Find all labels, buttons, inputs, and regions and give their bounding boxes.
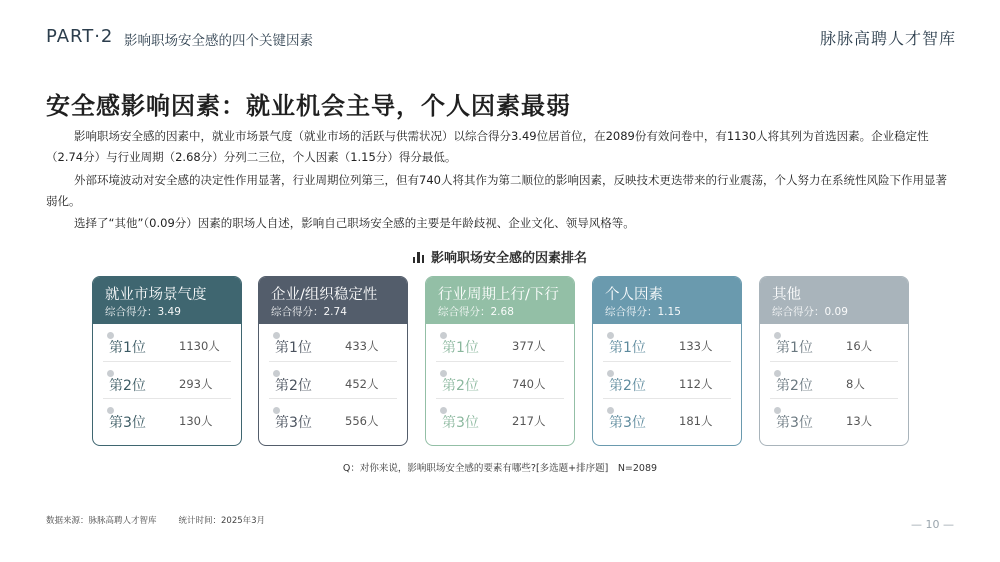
date-text: 统计时间：2025年3月 xyxy=(178,516,266,526)
rank-row xyxy=(603,399,731,437)
factor-card-header xyxy=(426,277,574,324)
factor-card xyxy=(258,276,408,446)
rank-label: 第1位 xyxy=(776,340,813,356)
rank-count: 130人 xyxy=(179,414,213,428)
paragraph-3: 选择了“其他”（0.09分）因素的职场人自述，影响自己职场安全感的主要是年龄歧视、企业文化、领导风格等。 xyxy=(74,216,635,230)
page-title: 安全感影响因素：就业机会主导，个人因素最弱 xyxy=(46,92,571,120)
part-label: PART·2 xyxy=(46,26,114,47)
factor-card xyxy=(425,276,575,446)
chart-title xyxy=(0,247,1000,266)
rank-row xyxy=(103,324,231,362)
factor-name: 其他 xyxy=(772,287,801,303)
brand-name: 脉脉高聘人才智库 xyxy=(819,29,956,48)
rank-row xyxy=(436,362,564,400)
source-text: 数据来源：脉脉高聘人才智库 xyxy=(46,516,157,526)
rank-rows xyxy=(93,324,241,437)
factor-score: 综合得分：2.68 xyxy=(438,306,514,318)
rank-label: 第1位 xyxy=(109,340,146,356)
rank-count: 181人 xyxy=(679,414,713,428)
page-number: — 10 — xyxy=(911,518,954,531)
rank-label: 第3位 xyxy=(442,415,479,431)
data-source xyxy=(46,514,265,526)
rank-rows xyxy=(259,324,407,437)
rank-label: 第2位 xyxy=(275,377,312,394)
chart-title-text: 影响职场安全感的因素排名 xyxy=(430,251,587,266)
rank-count: 433人 xyxy=(345,339,379,353)
factor-name: 行业周期上行/下行 xyxy=(438,287,559,303)
factor-name: 就业市场景气度 xyxy=(105,287,207,303)
bar-chart-icon xyxy=(413,252,425,263)
rank-label: 第1位 xyxy=(609,340,646,356)
rank-label: 第2位 xyxy=(609,377,646,394)
factor-card xyxy=(759,276,909,446)
rank-label: 第1位 xyxy=(442,340,479,356)
chart-footnote: Q：对你来说，影响职场安全感的要素有哪些?[多选题+排序题] N=2089 xyxy=(342,463,658,474)
rank-label: 第3位 xyxy=(275,415,312,431)
factor-card-header xyxy=(93,277,241,324)
rank-row xyxy=(269,399,397,437)
factor-card xyxy=(92,276,242,446)
factor-name: 个人因素 xyxy=(605,287,663,303)
rank-count: 112人 xyxy=(679,376,713,391)
rank-label: 第3位 xyxy=(109,415,146,431)
rank-label: 第1位 xyxy=(275,340,312,356)
page-header xyxy=(46,22,956,54)
rank-row xyxy=(269,324,397,362)
factor-score: 综合得分：2.74 xyxy=(271,306,347,318)
rank-count: 8人 xyxy=(846,376,865,391)
factor-score: 综合得分：1.15 xyxy=(605,306,681,318)
rank-count: 217人 xyxy=(512,414,546,428)
rank-row xyxy=(436,399,564,437)
rank-row xyxy=(103,399,231,437)
factor-card-header xyxy=(760,277,908,324)
rank-count: 13人 xyxy=(846,414,873,428)
rank-label: 第3位 xyxy=(609,415,646,431)
rank-count: 377人 xyxy=(512,339,546,353)
rank-row xyxy=(770,324,898,362)
rank-row xyxy=(603,324,731,362)
rank-count: 452人 xyxy=(345,376,379,391)
paragraph-2: 外部环境波动对安全感的决定性作用显著，行业周期位列第三，但有740人将其作为第二顺位的影响因素，反映技术更迭带来的行业震荡，个人努力在系统性风险下作用显著弱化。 xyxy=(46,173,947,208)
rank-count: 556人 xyxy=(345,414,379,428)
rank-row xyxy=(603,362,731,400)
section-title: 影响职场安全感的四个关键因素 xyxy=(124,33,313,49)
rank-rows xyxy=(593,324,741,437)
factor-name: 企业/组织稳定性 xyxy=(271,287,378,303)
rank-count: 133人 xyxy=(679,339,713,353)
rank-rows xyxy=(760,324,908,437)
factor-score: 综合得分：3.49 xyxy=(105,306,181,318)
rank-count: 16人 xyxy=(846,339,873,353)
rank-row xyxy=(770,362,898,400)
factor-card xyxy=(592,276,742,446)
rank-label: 第2位 xyxy=(776,377,813,394)
factor-card-header xyxy=(259,277,407,324)
rank-count: 1130人 xyxy=(179,339,220,353)
rank-row xyxy=(436,324,564,362)
paragraph-1: 影响职场安全感的因素中，就业市场景气度（就业市场的活跃与供需状况）以综合得分3.49位居首位，在2089份有效问卷中，有1130人将其列为首选因素。企业稳定性（2.74分）与行业周期（2.68分）分列二三位，个人因素（1.15分）得分最低。 xyxy=(46,129,929,164)
rank-row xyxy=(103,362,231,400)
factor-score: 综合得分：0.09 xyxy=(772,306,848,318)
factor-card-header xyxy=(593,277,741,324)
rank-rows xyxy=(426,324,574,437)
rank-label: 第3位 xyxy=(776,415,813,431)
rank-row xyxy=(269,362,397,400)
rank-count: 293人 xyxy=(179,376,213,391)
rank-label: 第2位 xyxy=(442,377,479,394)
rank-count: 740人 xyxy=(512,376,546,391)
rank-label: 第2位 xyxy=(109,377,146,394)
rank-row xyxy=(770,399,898,437)
